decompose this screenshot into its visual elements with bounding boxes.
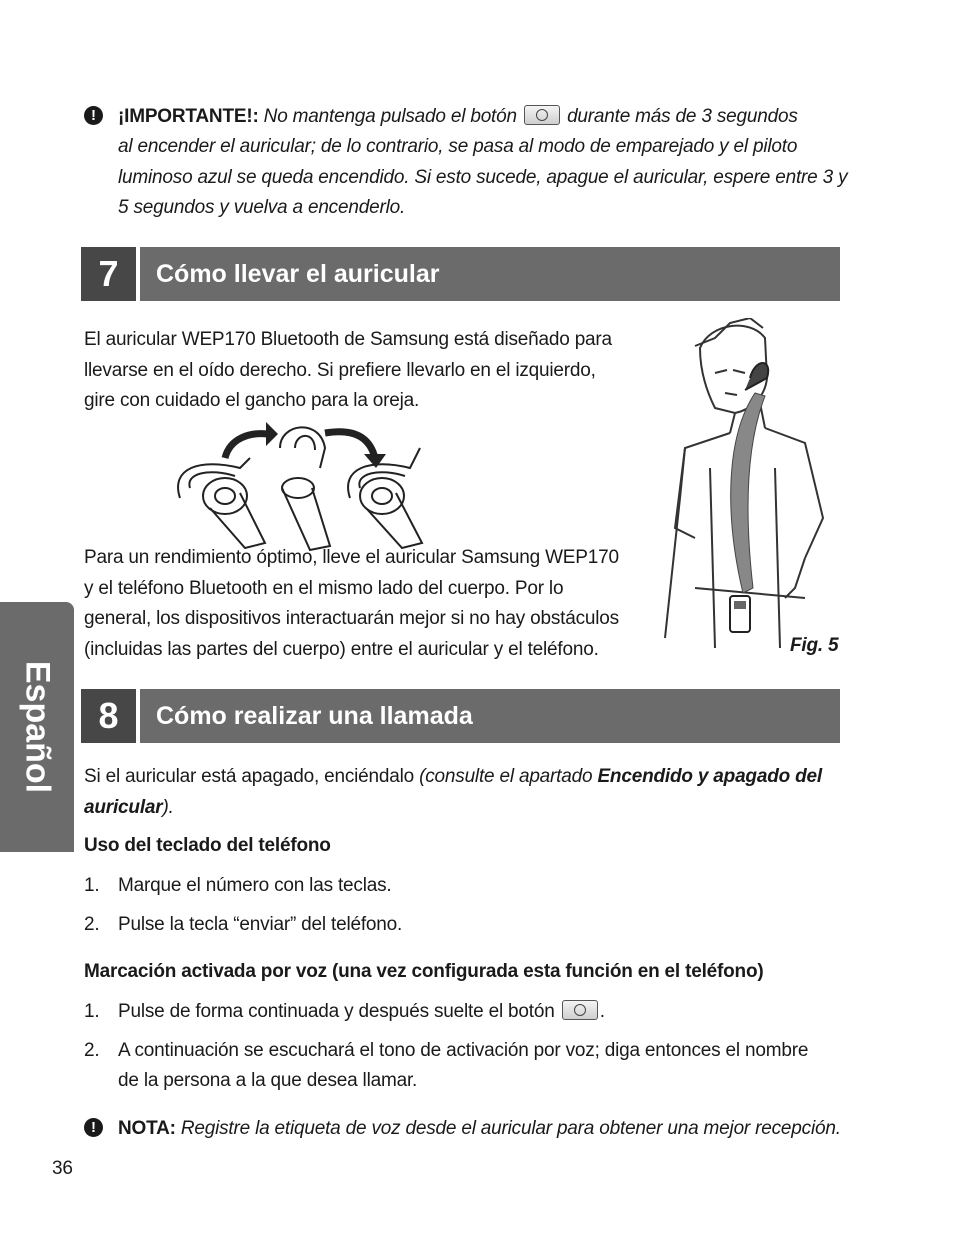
keypad-step2-text: Pulse la tecla “enviar” del teléfono. [118,914,403,935]
voice-step2-line2: de la persona a la que desea llamar. [118,1070,418,1091]
keypad-step1-num: 1. [84,875,100,896]
section7-number: 7 [81,247,136,301]
page-number: 36 [52,1158,73,1179]
important-line2: al encender el auricular; de lo contrario, se pasa al modo de emparejado y el piloto [118,136,798,157]
section8-intro-line1: Si el auricular está apagado, enciéndalo (consulte el apartado Encendido y apagado del [84,766,822,787]
section8-intro-line2: auricular). [84,797,174,818]
section7-title: Cómo llevar el auricular [156,260,440,288]
section7-para1-line3: gire con cuidado el gancho para la oreja. [84,390,420,411]
voice-step1-text: Pulse de forma continuada y después suelte el botón . [118,1001,605,1022]
important-icon: ! [84,106,103,125]
section7-para1-line2: llevarse en el oído derecho. Si prefiere llevarlo en el izquierdo, [84,360,596,381]
important-line3: luminoso azul se queda encendido. Si esto sucede, apague el auricular, espere entre 3 y [118,167,848,188]
language-side-tab [0,602,74,852]
section8-header [140,689,840,743]
keypad-step1-text: Marque el número con las teclas. [118,875,392,896]
section7-header [140,247,840,301]
voice-step2-num: 2. [84,1040,100,1061]
important-label: ¡IMPORTANTE!: [118,106,259,127]
note-label: NOTA: [118,1118,176,1139]
fig5-man-wearing-headset [655,318,830,658]
language-side-tab-label: Español [18,660,57,794]
fig5-caption: Fig. 5 [790,635,839,656]
section7-para2-line1: Para un rendimiento óptimo, lleve el auricular Samsung WEP170 [84,547,619,568]
voice-step1-num: 1. [84,1001,100,1022]
voice-step2-line1: A continuación se escuchará el tono de activación por voz; diga entonces el nombre [118,1040,809,1061]
important-line4: 5 segundos y vuelva a encenderlo. [118,197,406,218]
headset-button-icon [524,105,560,125]
earhook-rotation-illustration [170,418,440,552]
section7-para2-line4: (incluidas las partes del cuerpo) entre el auricular y el teléfono. [84,639,599,660]
section7-para2-line3: general, los dispositivos interactuarán mejor si no hay obstáculos [84,608,619,629]
section8-title: Cómo realizar una llamada [156,702,473,730]
note-line: NOTA: Registre la etiqueta de voz desde el auricular para obtener una mejor recepción. [118,1118,841,1139]
voice-dialing-heading: Marcación activada por voz (una vez configurada esta función en el teléfono) [84,961,764,982]
keypad-heading: Uso del teclado del teléfono [84,835,331,856]
important-line1: ¡IMPORTANTE!: No mantenga pulsado el botón durante más de 3 segundos [118,106,798,127]
section7-para1-line1: El auricular WEP170 Bluetooth de Samsung está diseñado para [84,329,612,350]
note-icon: ! [84,1118,103,1137]
section8-number: 8 [81,689,136,743]
headset-button-icon [562,1000,598,1020]
keypad-step2-num: 2. [84,914,100,935]
section7-para2-line2: y el teléfono Bluetooth en el mismo lado del cuerpo. Por lo [84,578,564,599]
power-on-off-reference: Encendido y apagado del [597,766,822,787]
